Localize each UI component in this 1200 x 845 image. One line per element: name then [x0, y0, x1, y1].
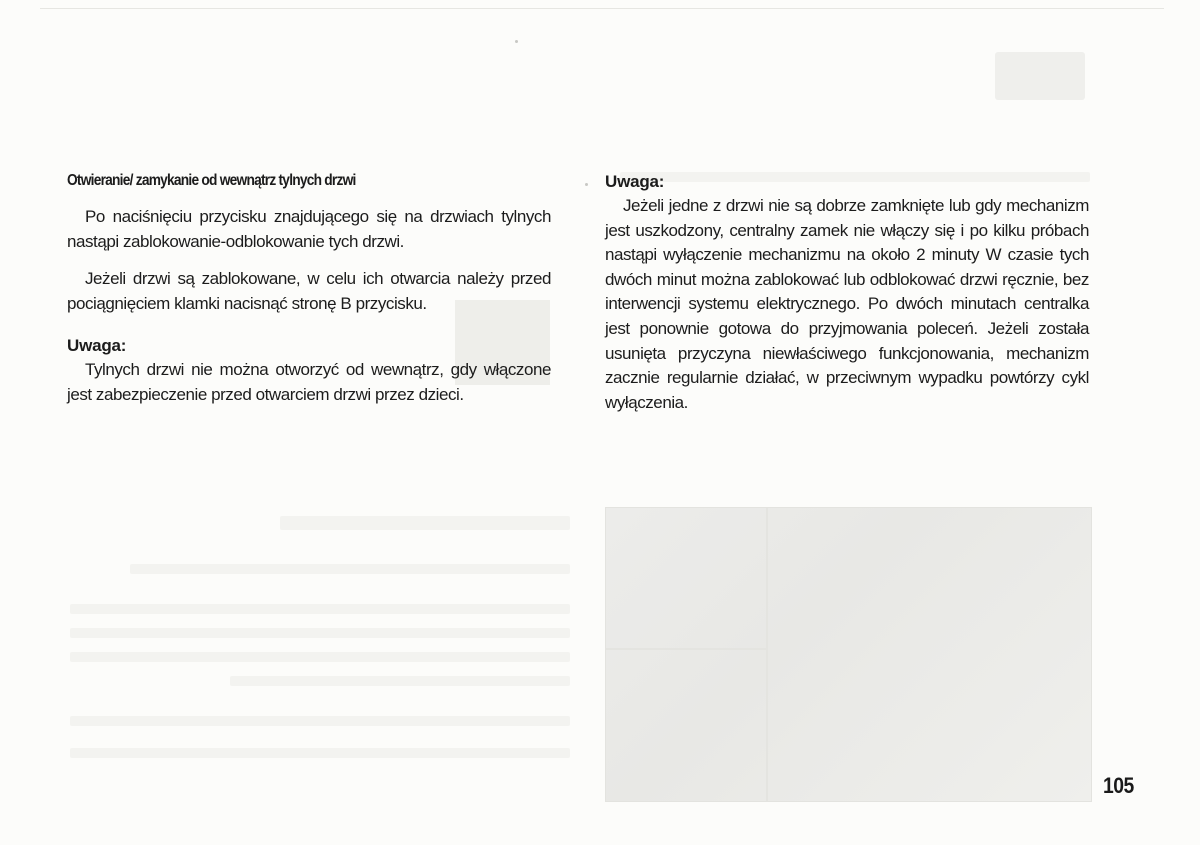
bleed-through-line	[70, 716, 570, 726]
bleed-through-line	[70, 652, 570, 662]
note-heading: Uwaga:	[67, 336, 127, 356]
left-column	[67, 170, 551, 408]
paragraph-unlock-instructions: Jeżeli drzwi są zablokowane, w celu ich otwarcia należy przed pociągnięciem klamki nacisnąć stronę B przycisku.	[67, 269, 551, 313]
right-column	[605, 170, 1089, 415]
note-text-central-lock: Jeżeli jedne z drzwi nie są dobrze zamknięte lub gdy mechanizm jest uszkodzony, centralny zamek nie włączy się i po kilku próbach nastąpi wyłączenie mechanizmu na około 2 minuty W czasie tych dwóch minut można zablokować lub odblokować drzwi ręcznie, bez interwencji systemu elektrycznego. Po dwóch minutach centralka jest ponownie gotowa do przyjmowania poleceń. Jeżeli została usunięta przyczyna niewłaściwego funkcjonowania, mechanizm zacznie regularnie działać, w przeciwnym wypadku powtórzy cykl wyłączenia.	[605, 196, 1089, 412]
section-heading: Otwieranie/ zamykanie od wewnątrz tylnych drzwi	[67, 172, 356, 189]
bleed-through-line	[280, 516, 570, 530]
page-edge	[40, 8, 1164, 9]
scan-speck	[515, 40, 518, 43]
bleed-through-line	[70, 748, 570, 758]
bleed-through-line	[230, 676, 570, 686]
bleed-through-line	[70, 628, 570, 638]
bleed-through-line	[70, 604, 570, 614]
bleed-through-title	[995, 52, 1085, 100]
paragraph-rear-door-button: Po naciśnięciu przycisku znajdującego się na drzwiach tylnych nastąpi zablokowanie-odblokowanie tych drzwi.	[67, 207, 551, 251]
bleed-through-photo	[605, 507, 1092, 802]
note-heading: Uwaga:	[605, 172, 665, 191]
bleed-through-line	[130, 564, 570, 574]
scan-speck	[585, 183, 588, 186]
note-text-child-lock: Tylnych drzwi nie można otworzyć od wewnątrz, gdy włączone jest zabezpieczenie przed otwarciem drzwi przez dzieci.	[67, 360, 551, 404]
page-number: 105	[1103, 773, 1134, 798]
